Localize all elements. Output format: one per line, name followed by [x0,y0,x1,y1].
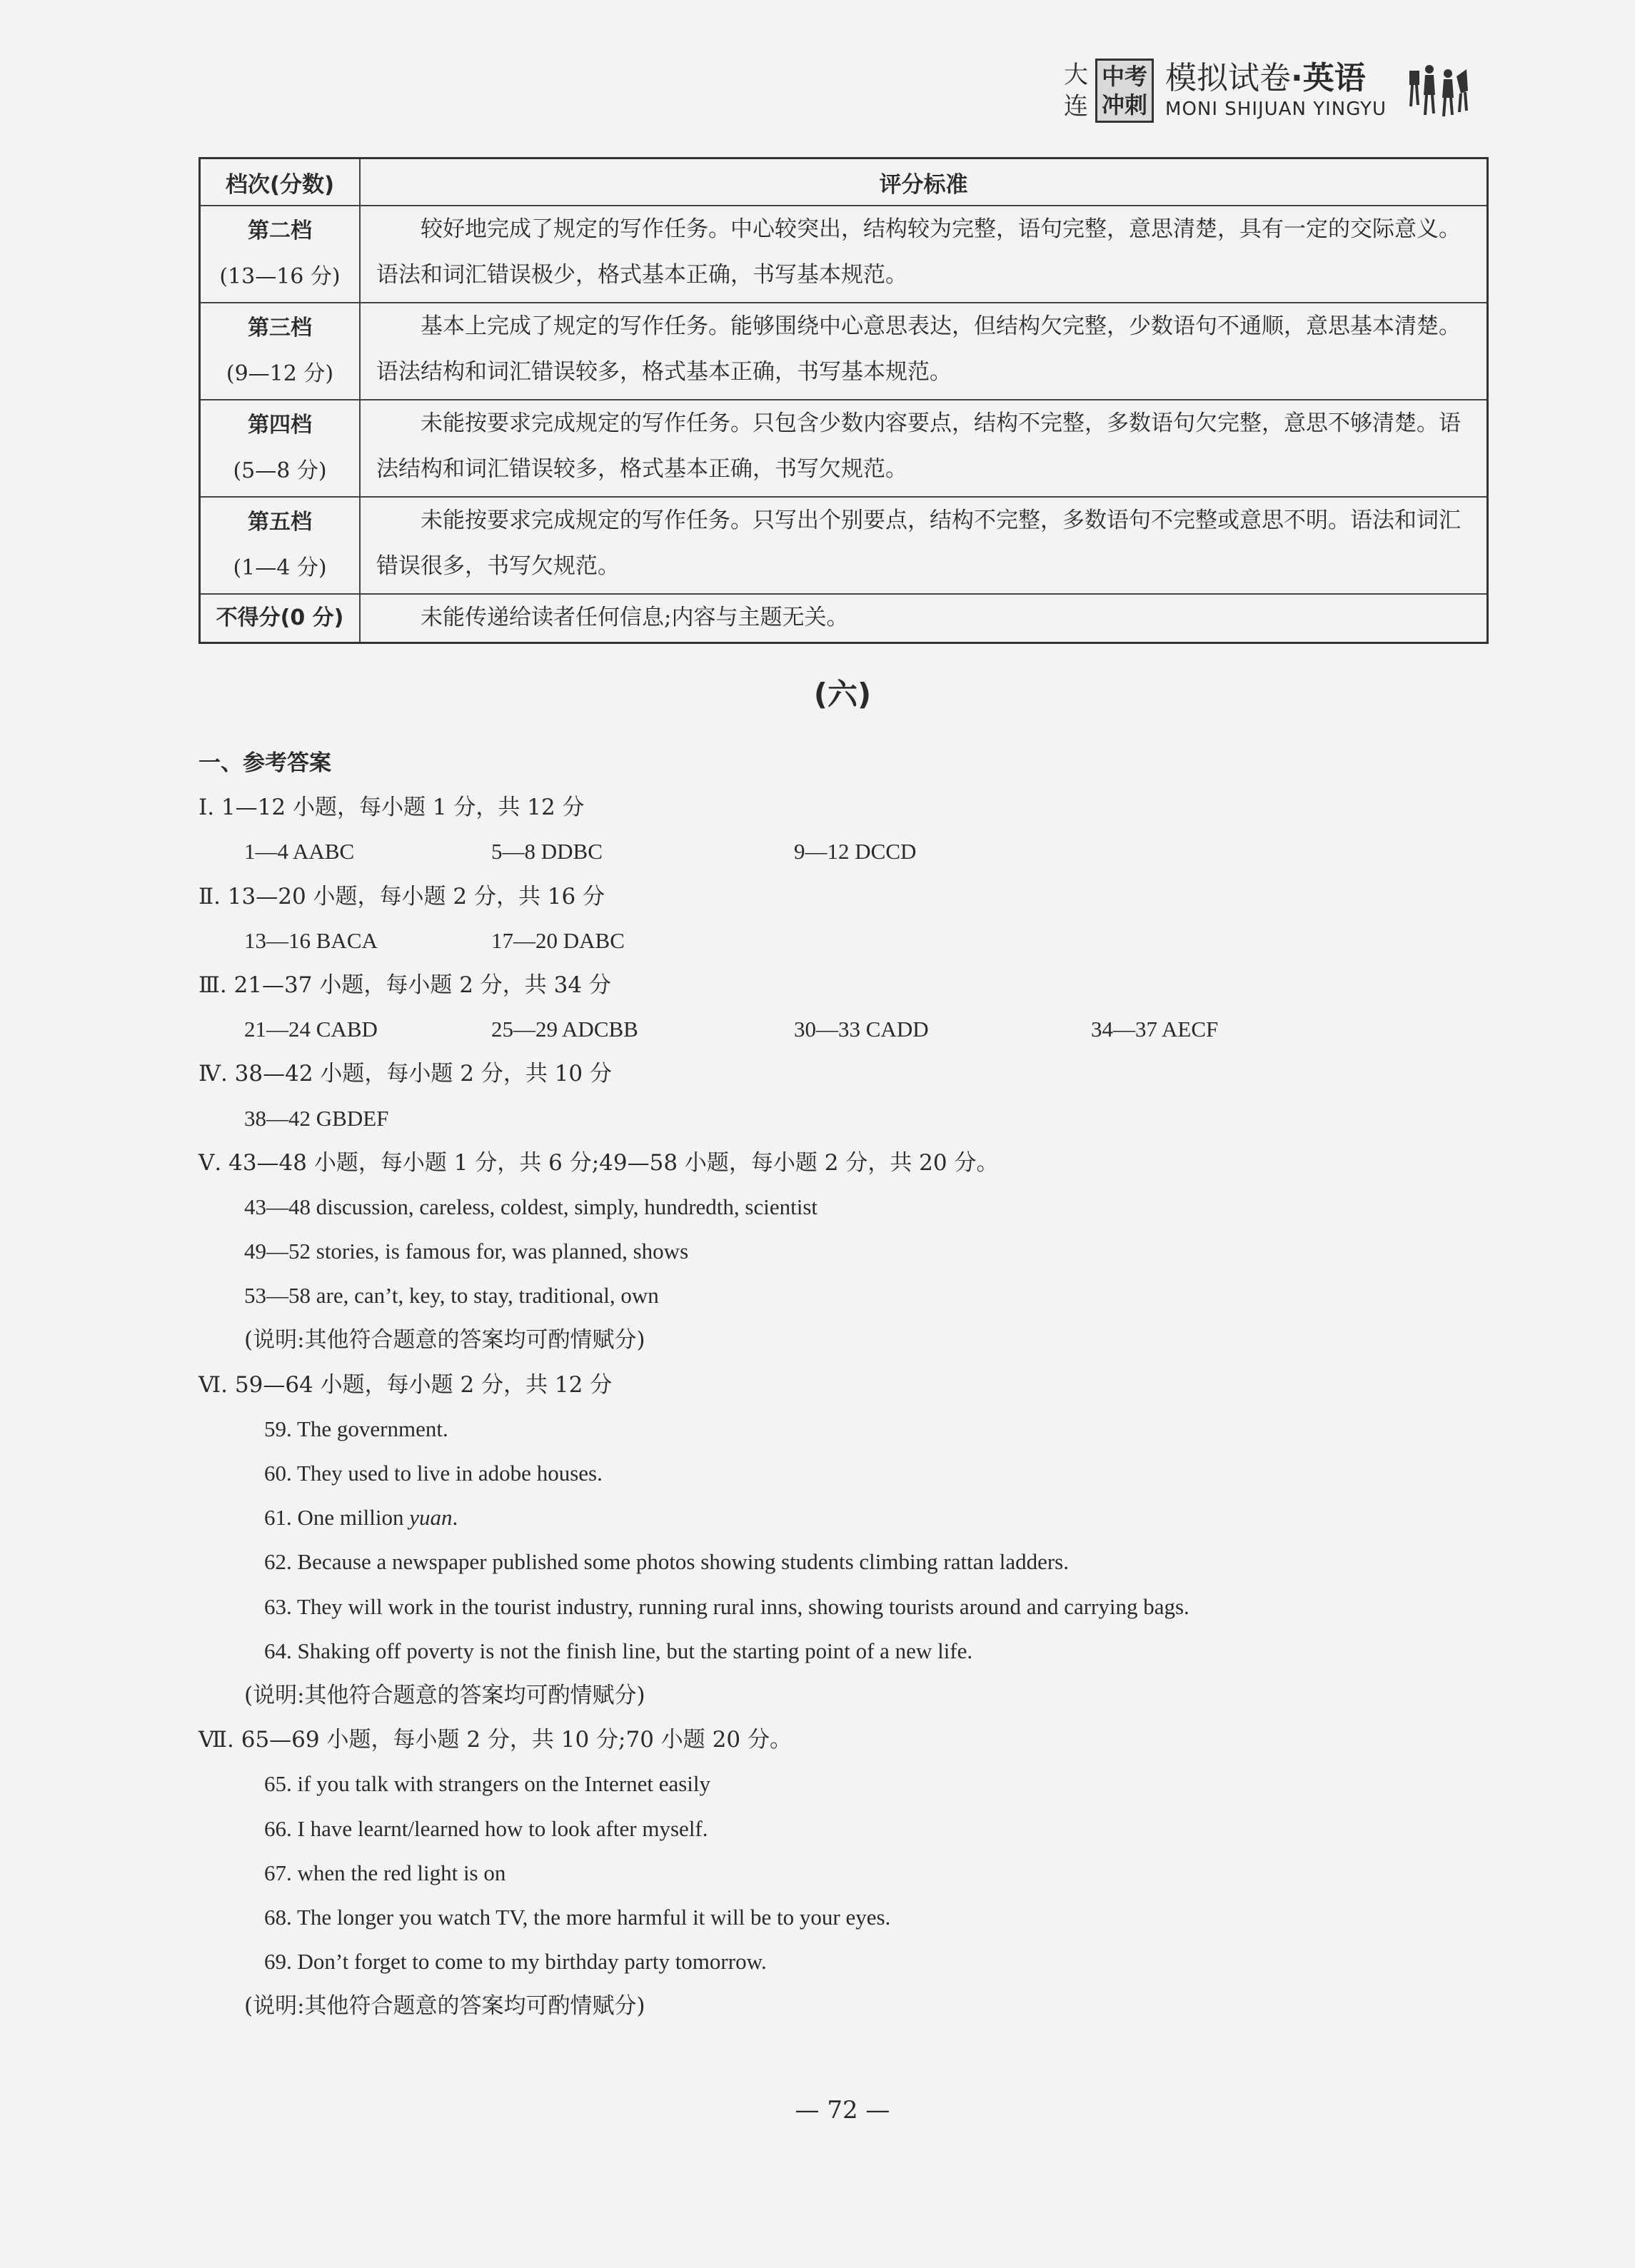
level-name: 第四档 [248,413,312,438]
answer-61-end: . [452,1505,458,1531]
city-label [1064,59,1088,122]
title-part-a: 模拟试卷 [1165,60,1292,96]
level-name: 第五档 [248,510,312,535]
city-top: 大 [1064,61,1088,89]
answer-row [198,919,1498,963]
rubric-col-level: 档次(分数) [200,158,361,206]
header-title-block [1165,60,1387,121]
rubric-header-row [200,158,1488,206]
level-name: 第二档 [248,218,312,243]
rubric-desc: 未能按要求完成规定的写作任务。只包含少数内容要点，结构不完整，多数语句欠完整，意思不够清楚。语法结构和词汇错误较多，格式基本正确，书写欠规范。 [360,400,1488,497]
rubric-level [200,303,361,400]
answer-line: 68. The longer you watch TV, the more harmful it will be to your eyes. [264,1904,891,1930]
rubric-desc: 基本上完成了规定的写作任务。能够围绕中心意思表达，但结构欠完整，少数语句不通顺，意思基本清楚。语法结构和词汇错误较多，格式基本正确，书写基本规范。 [360,303,1488,400]
answer-group: 9—12 DCCD [794,839,917,865]
answer-line: 64. Shaking off poverty is not the finish line, but the starting point of a new life. [264,1638,973,1663]
section-title: (六) [813,677,872,712]
note: (说明:其他符合题意的答案均可酌情赋分) [244,1682,645,1708]
page-number: — 72 — [795,2096,890,2125]
level-score: (13—16 分) [219,264,341,289]
rubric-level [200,206,361,303]
answer-line: 43—48 discussion, careless, coldest, simply, hundredth, scientist [244,1194,818,1219]
rubric-row [200,400,1488,497]
answer-61-italic: yuan [409,1505,453,1531]
part-heading: Ⅳ. 38—42 小题，每小题 2 分，共 10 分 [198,1061,613,1087]
part-heading: Ⅰ. 1—12 小题，每小题 1 分，共 12 分 [198,795,585,821]
answer-line: 53—58 are, can’t, key, to stay, traditional, own [244,1283,659,1309]
answer-row [198,1007,1498,1052]
answer-group: 13—16 BACA [244,927,378,953]
level-name: 第三档 [248,316,312,341]
series-box [1095,59,1154,123]
answer-line: 67. when the red light is on [264,1860,506,1885]
answer-line: 59. The government. [264,1416,448,1441]
answer-row [198,1097,1498,1141]
note: (说明:其他符合题意的答案均可酌情赋分) [244,1993,645,2020]
header-pinyin: MONI SHIJUAN YINGYU [1165,99,1387,120]
rubric-desc: 未能按要求完成规定的写作任务。只写出个别要点，结构不完整，多数语句不完整或意思不明。语法和词汇错误很多，书写欠规范。 [360,497,1488,594]
part-heading: Ⅴ. 43—48 小题，每小题 1 分，共 6 分;49—58 小题，每小题 2 分，共 20 分。 [198,1149,999,1176]
answer-line: 62. Because a newspaper published some photos showing students climbing rattan ladders. [264,1549,1069,1575]
part-heading: Ⅵ. 59—64 小题，每小题 2 分，共 12 分 [198,1371,613,1398]
rubric-col-criteria: 评分标准 [360,158,1488,206]
part-heading: Ⅶ. 65—69 小题，每小题 2 分，共 10 分;70 小题 20 分。 [198,1727,792,1753]
answer-line: 69. Don’t forget to come to my birthday party tomorrow. [264,1949,767,1975]
rubric-desc: 较好地完成了规定的写作任务。中心较突出，结构较为完整，语句完整，意思清楚，具有一定的交际意义。语法和词汇错误极少，格式基本正确，书写基本规范。 [360,206,1488,303]
answer-body [198,741,1498,2028]
level-name: 不得分(0 分) [216,605,344,630]
answer-group: 38—42 GBDEF [244,1105,389,1131]
answer-group: 34—37 AECF [1091,1017,1219,1042]
page-header [1064,59,1471,123]
level-score: (5—8 分) [233,458,327,483]
title-part-b: 英语 [1302,60,1366,96]
level-score: (1—4 分) [233,555,327,580]
answer-line: 60. They used to live in adobe houses. [264,1461,603,1486]
answers-heading: 一、参考答案 [198,750,331,776]
rubric-row [200,497,1488,594]
answer-group: 21—24 CABD [244,1017,378,1042]
answer-group: 17—20 DABC [491,927,625,953]
answer-line: 65. if you talk with strangers on the Internet easily [264,1771,711,1797]
header-title [1165,60,1387,97]
rubric-row [200,206,1488,303]
answer-line: 49—52 stories, is famous for, was planned, shows [244,1239,689,1264]
title-sep: · [1291,60,1303,96]
answer-line [198,1496,1498,1540]
rubric-desc: 未能传递给读者任何信息;内容与主题无关。 [360,594,1488,643]
note: (说明:其他符合题意的答案均可酌情赋分) [244,1327,645,1354]
answer-group: 1—4 AABC [244,839,355,865]
series-top: 中考 [1102,63,1148,90]
answer-group: 30—33 CADD [794,1017,929,1042]
series-bottom: 冲刺 [1102,91,1148,119]
city-bottom: 连 [1064,92,1088,121]
rubric-level [200,497,361,594]
rubric-row [200,594,1488,643]
answer-61-text: 61. One million [264,1505,404,1531]
level-score: (9—12 分) [226,361,334,386]
rubric-table [198,157,1489,644]
figures-logo-icon [1407,62,1471,119]
answer-group: 25—29 ADCBB [491,1017,638,1042]
answer-group: 5—8 DDBC [491,839,603,865]
rubric-level [200,594,361,643]
part-heading: Ⅲ. 21—37 小题，每小题 2 分，共 34 分 [198,972,611,998]
rubric-row [200,303,1488,400]
answer-row [198,830,1498,874]
answer-line: 63. They will work in the tourist industry, running rural inns, showing tourists around and carrying bags. [264,1593,1189,1619]
rubric-level [200,400,361,497]
answer-line: 66. I have learnt/learned how to look after myself. [264,1815,708,1841]
part-heading: Ⅱ. 13—20 小题，每小题 2 分，共 16 分 [198,883,605,909]
